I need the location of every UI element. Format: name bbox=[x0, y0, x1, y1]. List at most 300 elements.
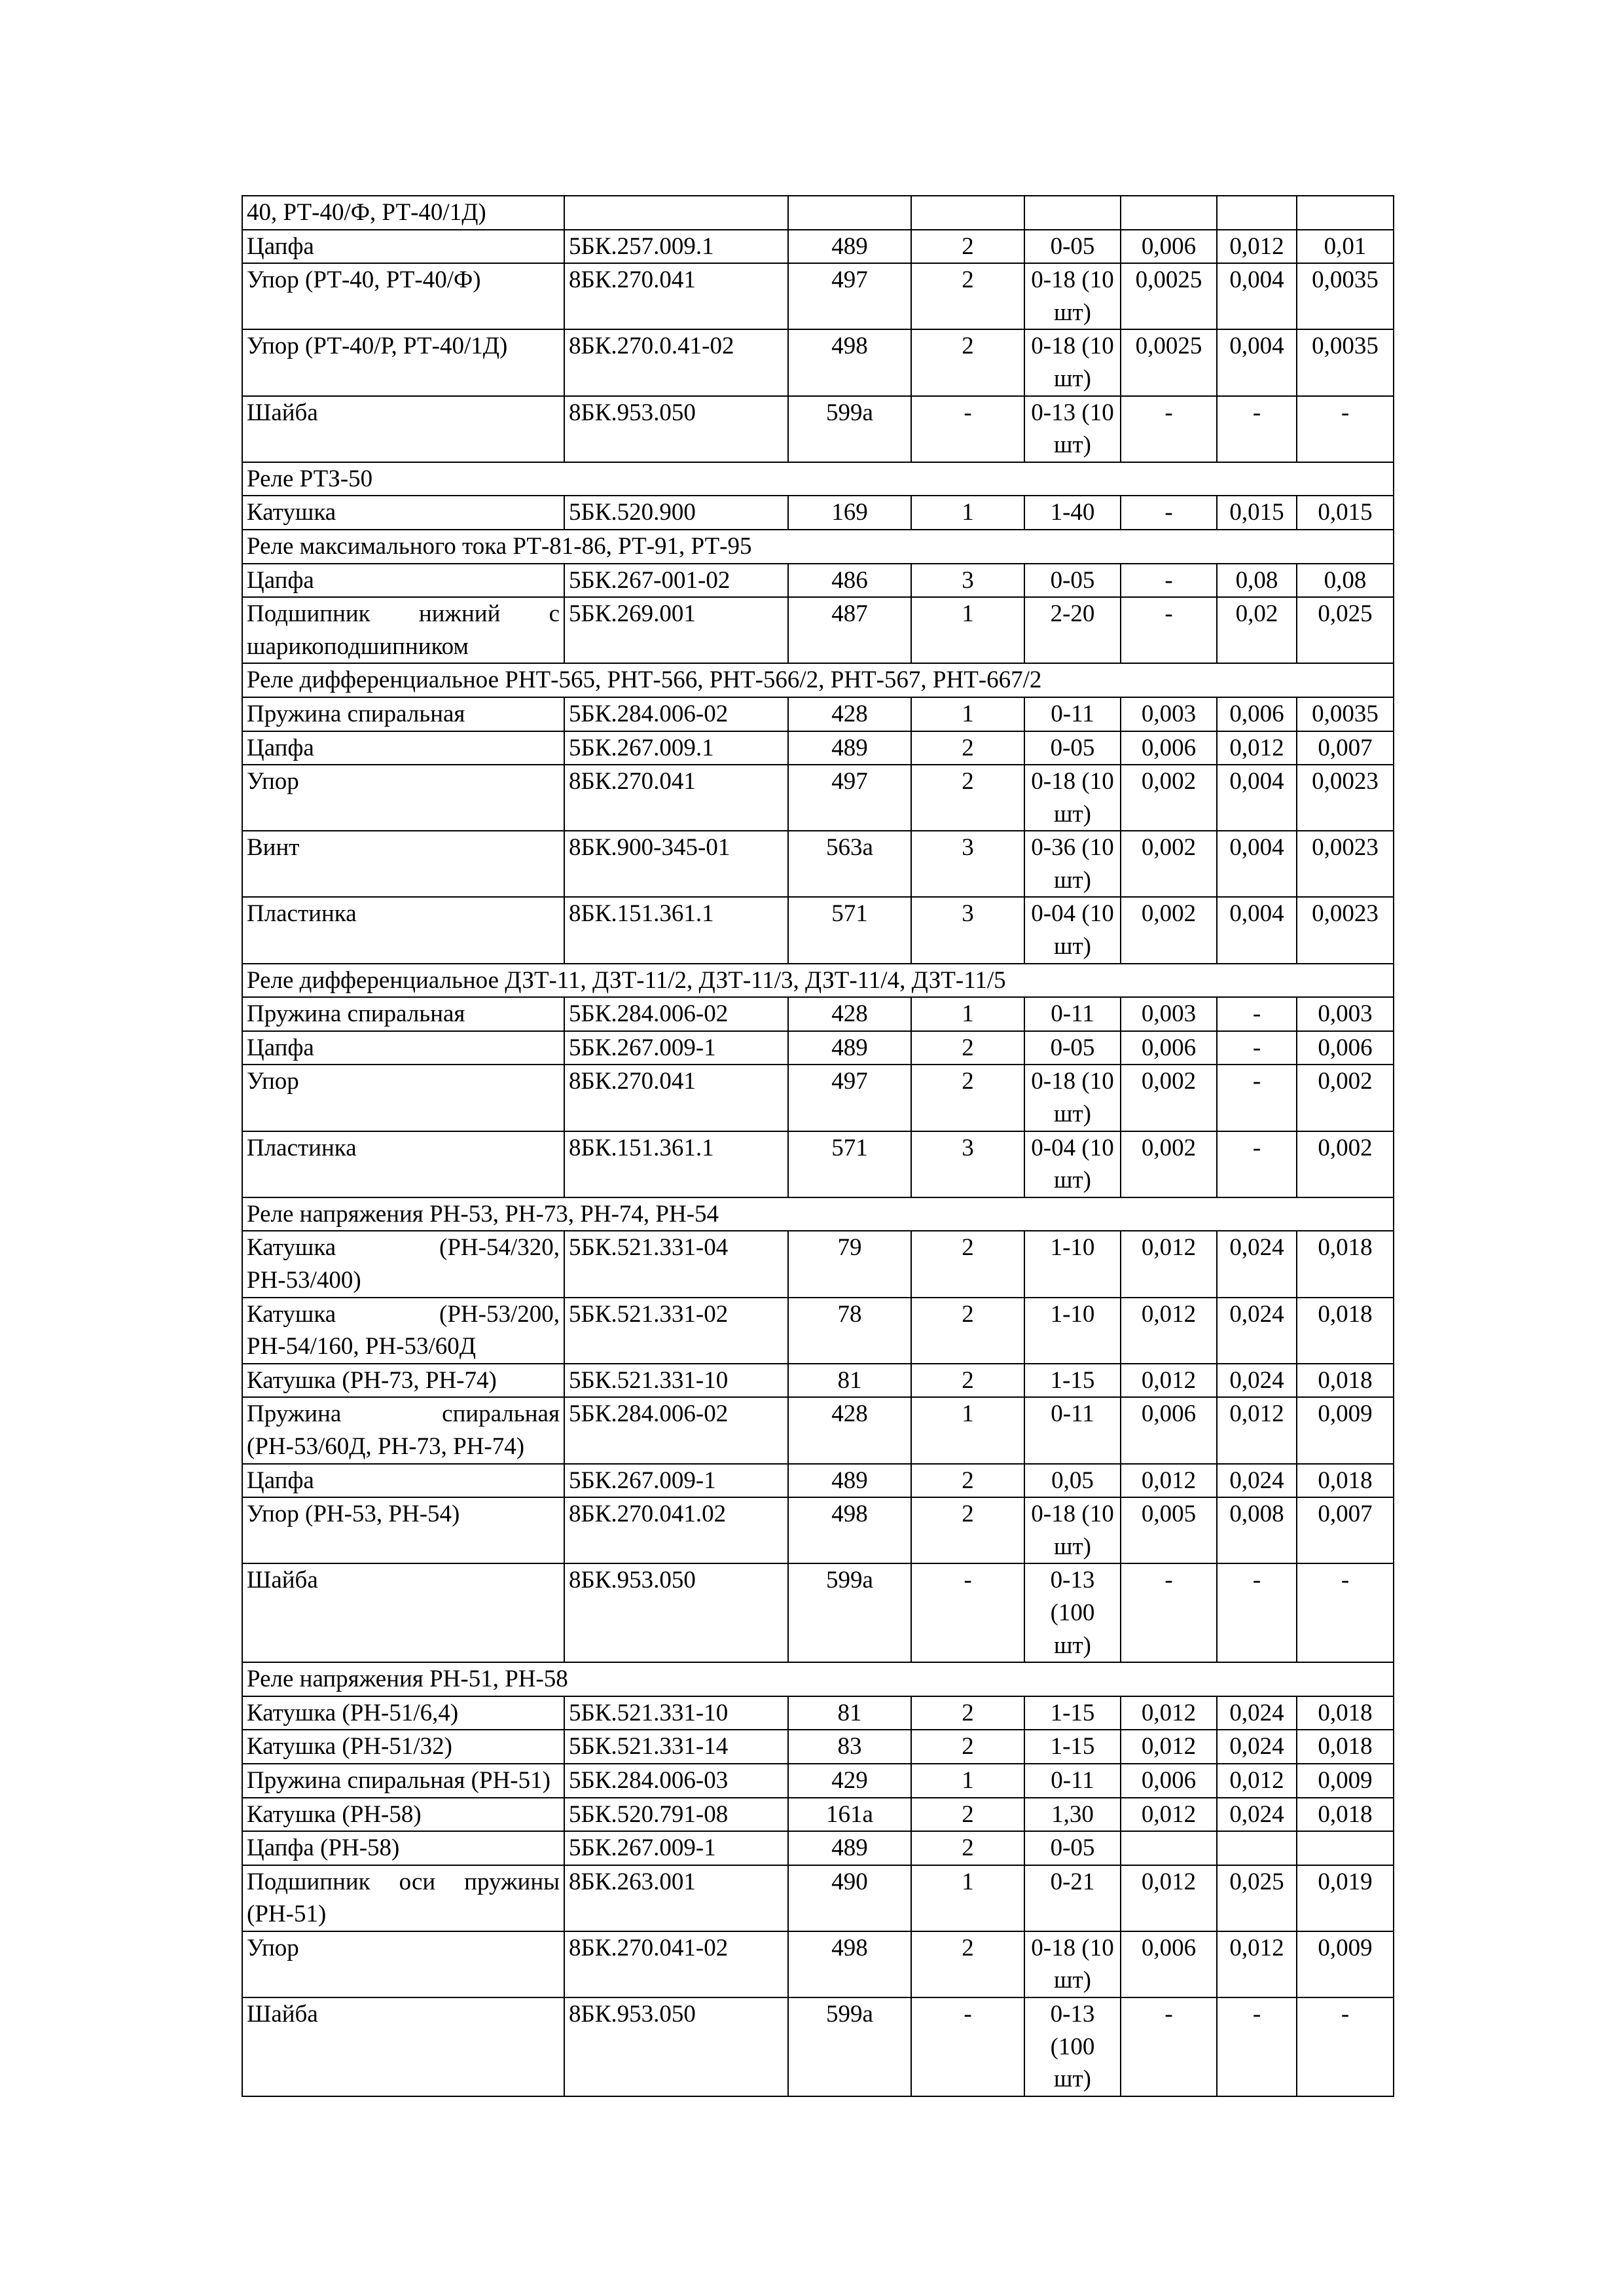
value-2-cell: 0,008 bbox=[1217, 1497, 1297, 1563]
value-2-cell: 0,012 bbox=[1217, 1931, 1297, 1997]
table-row bbox=[242, 1997, 1394, 2096]
value-1-cell: - bbox=[1121, 564, 1217, 598]
part-code-cell: 5БК.267-001-02 bbox=[564, 564, 788, 598]
value-3-cell: - bbox=[1297, 396, 1394, 462]
table-row bbox=[242, 564, 1394, 598]
quantity-cell: 3 bbox=[911, 564, 1024, 598]
part-name-cell: Катушка (РН-51/6,4) bbox=[242, 1696, 564, 1730]
table-row bbox=[242, 329, 1394, 395]
value-1-cell: 0,012 bbox=[1121, 1696, 1217, 1730]
value-1-cell: - bbox=[1121, 496, 1217, 530]
value-3-cell bbox=[1297, 196, 1394, 230]
part-code-cell: 8БК.151.361.1 bbox=[564, 897, 788, 963]
part-code-cell: 5БК.520.791-08 bbox=[564, 1798, 788, 1832]
norm-cell: 1-10 bbox=[1024, 1298, 1121, 1364]
value-3-cell: - bbox=[1297, 1563, 1394, 1662]
table-row bbox=[242, 997, 1394, 1031]
part-number-cell: 428 bbox=[788, 1397, 911, 1463]
value-3-cell: 0,01 bbox=[1297, 230, 1394, 264]
quantity-cell: 2 bbox=[911, 1730, 1024, 1764]
part-name-cell: Упор bbox=[242, 765, 564, 831]
value-1-cell: 0,012 bbox=[1121, 1798, 1217, 1832]
part-code-cell: 5БК.521.331-10 bbox=[564, 1364, 788, 1398]
part-code-cell: 5БК.284.006-02 bbox=[564, 997, 788, 1031]
value-2-cell: - bbox=[1217, 1131, 1297, 1197]
value-1-cell: 0,006 bbox=[1121, 1764, 1217, 1798]
norm-cell: 0-18 (10 шт) bbox=[1024, 1065, 1121, 1131]
value-2-cell: 0,024 bbox=[1217, 1298, 1297, 1364]
section-title: Реле дифференциальное ДЗТ-11, ДЗТ-11/2, ДЗТ-11/3, ДЗТ-11/4, ДЗТ-11/5 bbox=[242, 964, 1394, 998]
value-3-cell: 0,018 bbox=[1297, 1231, 1394, 1297]
quantity-cell: 2 bbox=[911, 765, 1024, 831]
section-title: Реле напряжения РН-53, РН-73, РН-74, РН-54 bbox=[242, 1197, 1394, 1231]
part-number-cell: 563а bbox=[788, 831, 911, 897]
quantity-cell: 2 bbox=[911, 1831, 1024, 1865]
norm-cell: 0-11 bbox=[1024, 997, 1121, 1031]
spare-parts-table bbox=[242, 195, 1394, 2097]
value-3-cell: - bbox=[1297, 1997, 1394, 2096]
section-row bbox=[242, 1197, 1394, 1231]
value-2-cell: 0,024 bbox=[1217, 1798, 1297, 1832]
table-row bbox=[242, 831, 1394, 897]
norm-cell: 0-36 (10 шт) bbox=[1024, 831, 1121, 897]
part-code-cell: 8БК.151.361.1 bbox=[564, 1131, 788, 1197]
value-2-cell: 0,012 bbox=[1217, 230, 1297, 264]
quantity-cell: 2 bbox=[911, 230, 1024, 264]
value-2-cell: 0,024 bbox=[1217, 1730, 1297, 1764]
quantity-cell: 2 bbox=[911, 1464, 1024, 1498]
part-code-cell: 5БК.284.006-02 bbox=[564, 1397, 788, 1463]
part-name-cell: Подшипник оси пружины (РН-51) bbox=[242, 1865, 564, 1931]
part-number-cell: 498 bbox=[788, 329, 911, 395]
section-row bbox=[242, 462, 1394, 496]
section-title: Реле максимального тока РТ-81-86, РТ-91, РТ-95 bbox=[242, 530, 1394, 564]
part-code-cell: 5БК.521.331-10 bbox=[564, 1696, 788, 1730]
part-code-cell: 5БК.267.009-1 bbox=[564, 1031, 788, 1065]
part-number-cell: 81 bbox=[788, 1364, 911, 1398]
value-3-cell: 0,0023 bbox=[1297, 831, 1394, 897]
value-2-cell: 0,006 bbox=[1217, 697, 1297, 731]
part-code-cell: 8БК.270.041 bbox=[564, 263, 788, 329]
part-number-cell: 81 bbox=[788, 1696, 911, 1730]
part-number-cell: 599а bbox=[788, 396, 911, 462]
value-2-cell: 0,004 bbox=[1217, 765, 1297, 831]
value-1-cell: 0,002 bbox=[1121, 831, 1217, 897]
norm-cell: 0-05 bbox=[1024, 230, 1121, 264]
value-2-cell: 0,024 bbox=[1217, 1231, 1297, 1297]
part-number-cell: 486 bbox=[788, 564, 911, 598]
part-name-cell: Упор (РТ-40/Р, РТ-40/1Д) bbox=[242, 329, 564, 395]
part-name-cell: Катушка (РН-53/200, РН-54/160, РН-53/60Д bbox=[242, 1298, 564, 1364]
value-3-cell: 0,018 bbox=[1297, 1464, 1394, 1498]
table-row bbox=[242, 1298, 1394, 1364]
value-3-cell: 0,0023 bbox=[1297, 897, 1394, 963]
value-2-cell: - bbox=[1217, 396, 1297, 462]
table-row bbox=[242, 1364, 1394, 1398]
part-code-cell: 5БК.520.900 bbox=[564, 496, 788, 530]
value-3-cell: 0,025 bbox=[1297, 597, 1394, 663]
table-row bbox=[242, 1231, 1394, 1297]
norm-cell: 0-11 bbox=[1024, 1397, 1121, 1463]
part-name-cell: Цапфа bbox=[242, 230, 564, 264]
value-1-cell: 0,0025 bbox=[1121, 329, 1217, 395]
norm-cell: 0-13 (100 шт) bbox=[1024, 1997, 1121, 2096]
value-1-cell: 0,002 bbox=[1121, 1131, 1217, 1197]
value-1-cell: 0,006 bbox=[1121, 1931, 1217, 1997]
norm-cell: 1-15 bbox=[1024, 1364, 1121, 1398]
part-name-cell: Пружина спиральная bbox=[242, 997, 564, 1031]
table-row bbox=[242, 1798, 1394, 1832]
quantity-cell: 2 bbox=[911, 329, 1024, 395]
part-number-cell: 497 bbox=[788, 765, 911, 831]
part-number-cell: 571 bbox=[788, 897, 911, 963]
part-name-cell: Цапфа bbox=[242, 731, 564, 765]
value-3-cell bbox=[1297, 1831, 1394, 1865]
value-2-cell: 0,004 bbox=[1217, 897, 1297, 963]
quantity-cell: 2 bbox=[911, 1497, 1024, 1563]
part-code-cell bbox=[564, 196, 788, 230]
value-3-cell: 0,018 bbox=[1297, 1696, 1394, 1730]
value-3-cell: 0,0035 bbox=[1297, 329, 1394, 395]
part-number-cell: 498 bbox=[788, 1931, 911, 1997]
part-code-cell: 8БК.953.050 bbox=[564, 396, 788, 462]
norm-cell: 0-04 (10 шт) bbox=[1024, 1131, 1121, 1197]
norm-cell: 1-40 bbox=[1024, 496, 1121, 530]
value-1-cell: - bbox=[1121, 1997, 1217, 2096]
part-name-cell: Пружина спиральная (РН-53/60Д, РН-73, РН-74) bbox=[242, 1397, 564, 1463]
section-title: Реле дифференциальное РНТ-565, РНТ-566, РНТ-566/2, РНТ-567, РНТ-667/2 bbox=[242, 663, 1394, 697]
value-3-cell: 0,0035 bbox=[1297, 263, 1394, 329]
table-row bbox=[242, 1696, 1394, 1730]
part-number-cell: 498 bbox=[788, 1497, 911, 1563]
norm-cell: 0-21 bbox=[1024, 1865, 1121, 1931]
part-name-cell: Пластинка bbox=[242, 1131, 564, 1197]
quantity-cell: 1 bbox=[911, 597, 1024, 663]
table-row bbox=[242, 731, 1394, 765]
part-code-cell: 5БК.521.331-02 bbox=[564, 1298, 788, 1364]
value-2-cell bbox=[1217, 1831, 1297, 1865]
part-name-cell: Пластинка bbox=[242, 897, 564, 963]
part-name-cell: Подшипник нижний с шарикоподшипником bbox=[242, 597, 564, 663]
quantity-cell: 2 bbox=[911, 731, 1024, 765]
part-code-cell: 5БК.269.001 bbox=[564, 597, 788, 663]
value-2-cell: 0,025 bbox=[1217, 1865, 1297, 1931]
value-1-cell: 0,012 bbox=[1121, 1364, 1217, 1398]
part-name-cell: Цапфа bbox=[242, 564, 564, 598]
value-3-cell: 0,015 bbox=[1297, 496, 1394, 530]
value-2-cell: - bbox=[1217, 1031, 1297, 1065]
quantity-cell: 1 bbox=[911, 1764, 1024, 1798]
value-2-cell: 0,012 bbox=[1217, 731, 1297, 765]
part-code-cell: 5БК.284.006-03 bbox=[564, 1764, 788, 1798]
value-1-cell: - bbox=[1121, 396, 1217, 462]
quantity-cell: 3 bbox=[911, 897, 1024, 963]
part-code-cell: 8БК.270.0.41-02 bbox=[564, 329, 788, 395]
quantity-cell: 1 bbox=[911, 697, 1024, 731]
part-name-cell: Пружина спиральная bbox=[242, 697, 564, 731]
value-2-cell: 0,024 bbox=[1217, 1464, 1297, 1498]
part-code-cell: 8БК.953.050 bbox=[564, 1997, 788, 2096]
value-2-cell: 0,012 bbox=[1217, 1764, 1297, 1798]
part-number-cell: 490 bbox=[788, 1865, 911, 1931]
part-number-cell: 489 bbox=[788, 230, 911, 264]
value-3-cell: 0,009 bbox=[1297, 1764, 1394, 1798]
part-number-cell: 428 bbox=[788, 697, 911, 731]
value-1-cell: 0,006 bbox=[1121, 230, 1217, 264]
part-code-cell: 8БК.270.041 bbox=[564, 1065, 788, 1131]
value-2-cell: 0,024 bbox=[1217, 1364, 1297, 1398]
value-3-cell: 0,018 bbox=[1297, 1364, 1394, 1398]
part-name-cell: Цапфа bbox=[242, 1464, 564, 1498]
part-number-cell: 83 bbox=[788, 1730, 911, 1764]
part-number-cell: 169 bbox=[788, 496, 911, 530]
part-number-cell: 599а bbox=[788, 1563, 911, 1662]
section-title: Реле напряжения РН-51, РН-58 bbox=[242, 1662, 1394, 1696]
part-code-cell: 8БК.270.041-02 bbox=[564, 1931, 788, 1997]
quantity-cell: - bbox=[911, 1563, 1024, 1662]
quantity-cell: 1 bbox=[911, 997, 1024, 1031]
quantity-cell: 2 bbox=[911, 1364, 1024, 1398]
part-name-cell: Катушка (РН-73, РН-74) bbox=[242, 1364, 564, 1398]
norm-cell: 1-10 bbox=[1024, 1231, 1121, 1297]
value-2-cell: 0,012 bbox=[1217, 1397, 1297, 1463]
part-name-cell: Винт bbox=[242, 831, 564, 897]
value-1-cell: 0,005 bbox=[1121, 1497, 1217, 1563]
value-1-cell: 0,012 bbox=[1121, 1865, 1217, 1931]
norm-cell: 0-18 (10 шт) bbox=[1024, 263, 1121, 329]
table-row bbox=[242, 1831, 1394, 1865]
norm-cell: 0-18 (10 шт) bbox=[1024, 1931, 1121, 1997]
value-1-cell: 0,012 bbox=[1121, 1464, 1217, 1498]
value-2-cell: 0,004 bbox=[1217, 263, 1297, 329]
section-row bbox=[242, 530, 1394, 564]
part-number-cell: 428 bbox=[788, 997, 911, 1031]
quantity-cell: 2 bbox=[911, 1298, 1024, 1364]
part-name-cell: 40, РТ-40/Ф, РТ-40/1Д) bbox=[242, 196, 564, 230]
table-row bbox=[242, 1764, 1394, 1798]
part-name-cell: Катушка (РН-54/320, РН-53/400) bbox=[242, 1231, 564, 1297]
norm-cell bbox=[1024, 196, 1121, 230]
norm-cell: 0-05 bbox=[1024, 1831, 1121, 1865]
value-1-cell: 0,003 bbox=[1121, 697, 1217, 731]
norm-cell: 0,05 bbox=[1024, 1464, 1121, 1498]
value-1-cell: 0,0025 bbox=[1121, 263, 1217, 329]
value-3-cell: 0,003 bbox=[1297, 997, 1394, 1031]
value-3-cell: 0,019 bbox=[1297, 1865, 1394, 1931]
part-code-cell: 5БК.257.009.1 bbox=[564, 230, 788, 264]
value-3-cell: 0,0023 bbox=[1297, 765, 1394, 831]
part-number-cell: 487 bbox=[788, 597, 911, 663]
part-code-cell: 5БК.521.331-04 bbox=[564, 1231, 788, 1297]
part-name-cell: Катушка (РН-51/32) bbox=[242, 1730, 564, 1764]
part-code-cell: 8БК.900-345-01 bbox=[564, 831, 788, 897]
table-row bbox=[242, 897, 1394, 963]
norm-cell: 0-04 (10 шт) bbox=[1024, 897, 1121, 963]
value-1-cell bbox=[1121, 196, 1217, 230]
section-row bbox=[242, 1662, 1394, 1696]
value-2-cell: - bbox=[1217, 1563, 1297, 1662]
value-2-cell: - bbox=[1217, 997, 1297, 1031]
norm-cell: 1,30 bbox=[1024, 1798, 1121, 1832]
value-1-cell: 0,006 bbox=[1121, 1397, 1217, 1463]
norm-cell: 2-20 bbox=[1024, 597, 1121, 663]
section-row bbox=[242, 964, 1394, 998]
part-name-cell: Упор bbox=[242, 1931, 564, 1997]
norm-cell: 0-18 (10 шт) bbox=[1024, 1497, 1121, 1563]
part-code-cell: 5БК.284.006-02 bbox=[564, 697, 788, 731]
quantity-cell: 2 bbox=[911, 1031, 1024, 1065]
table-row bbox=[242, 1131, 1394, 1197]
value-1-cell: 0,012 bbox=[1121, 1730, 1217, 1764]
value-2-cell: 0,004 bbox=[1217, 831, 1297, 897]
value-1-cell: 0,012 bbox=[1121, 1298, 1217, 1364]
value-3-cell: 0,009 bbox=[1297, 1931, 1394, 1997]
norm-cell: 0-18 (10 шт) bbox=[1024, 765, 1121, 831]
part-name-cell: Упор bbox=[242, 1065, 564, 1131]
value-2-cell: 0,024 bbox=[1217, 1696, 1297, 1730]
part-code-cell: 5БК.267.009.1 bbox=[564, 731, 788, 765]
part-code-cell: 8БК.953.050 bbox=[564, 1563, 788, 1662]
value-2-cell: 0,015 bbox=[1217, 496, 1297, 530]
table-row bbox=[242, 1065, 1394, 1131]
value-2-cell: 0,02 bbox=[1217, 597, 1297, 663]
part-code-cell: 5БК.521.331-14 bbox=[564, 1730, 788, 1764]
value-3-cell: 0,007 bbox=[1297, 1497, 1394, 1563]
part-code-cell: 5БК.267.009-1 bbox=[564, 1464, 788, 1498]
quantity-cell: - bbox=[911, 1997, 1024, 2096]
table-row bbox=[242, 1497, 1394, 1563]
value-3-cell: 0,018 bbox=[1297, 1298, 1394, 1364]
norm-cell: 1-15 bbox=[1024, 1730, 1121, 1764]
quantity-cell: 1 bbox=[911, 1865, 1024, 1931]
part-name-cell: Упор (РН-53, РН-54) bbox=[242, 1497, 564, 1563]
quantity-cell: 2 bbox=[911, 1798, 1024, 1832]
quantity-cell: - bbox=[911, 396, 1024, 462]
quantity-cell: 2 bbox=[911, 1696, 1024, 1730]
value-1-cell: 0,002 bbox=[1121, 1065, 1217, 1131]
value-1-cell bbox=[1121, 1831, 1217, 1865]
value-3-cell: 0,018 bbox=[1297, 1798, 1394, 1832]
value-1-cell: - bbox=[1121, 597, 1217, 663]
norm-cell: 0-05 bbox=[1024, 1031, 1121, 1065]
part-number-cell: 78 bbox=[788, 1298, 911, 1364]
part-number-cell: 497 bbox=[788, 263, 911, 329]
table-row bbox=[242, 1397, 1394, 1463]
quantity-cell: 1 bbox=[911, 1397, 1024, 1463]
value-3-cell: 0,009 bbox=[1297, 1397, 1394, 1463]
part-number-cell: 429 bbox=[788, 1764, 911, 1798]
table-row bbox=[242, 1563, 1394, 1662]
part-number-cell: 79 bbox=[788, 1231, 911, 1297]
part-code-cell: 8БК.270.041.02 bbox=[564, 1497, 788, 1563]
part-number-cell: 489 bbox=[788, 1031, 911, 1065]
part-name-cell: Цапфа bbox=[242, 1031, 564, 1065]
quantity-cell: 2 bbox=[911, 1231, 1024, 1297]
norm-cell: 1-15 bbox=[1024, 1696, 1121, 1730]
value-1-cell: 0,002 bbox=[1121, 765, 1217, 831]
value-1-cell: - bbox=[1121, 1563, 1217, 1662]
table-row bbox=[242, 396, 1394, 462]
norm-cell: 0-13 (100 шт) bbox=[1024, 1563, 1121, 1662]
part-name-cell: Упор (РТ-40, РТ-40/Ф) bbox=[242, 263, 564, 329]
value-1-cell: 0,006 bbox=[1121, 1031, 1217, 1065]
value-2-cell bbox=[1217, 196, 1297, 230]
value-3-cell: 0,007 bbox=[1297, 731, 1394, 765]
table-row bbox=[242, 1865, 1394, 1931]
part-code-cell: 8БК.270.041 bbox=[564, 765, 788, 831]
table-body bbox=[242, 196, 1394, 2096]
part-number-cell: 497 bbox=[788, 1065, 911, 1131]
value-3-cell: 0,0035 bbox=[1297, 697, 1394, 731]
part-code-cell: 5БК.267.009-1 bbox=[564, 1831, 788, 1865]
norm-cell: 0-13 (10 шт) bbox=[1024, 396, 1121, 462]
value-2-cell: 0,004 bbox=[1217, 329, 1297, 395]
part-name-cell: Цапфа (РН-58) bbox=[242, 1831, 564, 1865]
part-name-cell: Шайба bbox=[242, 1563, 564, 1662]
part-name-cell: Пружина спиральная (РН-51) bbox=[242, 1764, 564, 1798]
value-3-cell: 0,018 bbox=[1297, 1730, 1394, 1764]
part-name-cell: Катушка (РН-58) bbox=[242, 1798, 564, 1832]
part-number-cell: 489 bbox=[788, 731, 911, 765]
table-row bbox=[242, 597, 1394, 663]
value-2-cell: - bbox=[1217, 1065, 1297, 1131]
part-number-cell: 571 bbox=[788, 1131, 911, 1197]
value-2-cell: - bbox=[1217, 1997, 1297, 2096]
section-row bbox=[242, 663, 1394, 697]
norm-cell: 0-11 bbox=[1024, 1764, 1121, 1798]
quantity-cell: 2 bbox=[911, 1931, 1024, 1997]
quantity-cell bbox=[911, 196, 1024, 230]
part-number-cell: 489 bbox=[788, 1831, 911, 1865]
part-number-cell: 599а bbox=[788, 1997, 911, 2096]
norm-cell: 0-18 (10 шт) bbox=[1024, 329, 1121, 395]
value-1-cell: 0,006 bbox=[1121, 731, 1217, 765]
norm-cell: 0-05 bbox=[1024, 564, 1121, 598]
value-2-cell: 0,08 bbox=[1217, 564, 1297, 598]
table-row bbox=[242, 1730, 1394, 1764]
part-number-cell: 489 bbox=[788, 1464, 911, 1498]
part-number-cell bbox=[788, 196, 911, 230]
table-row bbox=[242, 697, 1394, 731]
quantity-cell: 3 bbox=[911, 831, 1024, 897]
value-3-cell: 0,002 bbox=[1297, 1131, 1394, 1197]
table-row bbox=[242, 263, 1394, 329]
table-row bbox=[242, 765, 1394, 831]
table-row bbox=[242, 1031, 1394, 1065]
quantity-cell: 3 bbox=[911, 1131, 1024, 1197]
table-row bbox=[242, 230, 1394, 264]
quantity-cell: 2 bbox=[911, 1065, 1024, 1131]
quantity-cell: 2 bbox=[911, 263, 1024, 329]
table-row bbox=[242, 196, 1394, 230]
quantity-cell: 1 bbox=[911, 496, 1024, 530]
value-1-cell: 0,012 bbox=[1121, 1231, 1217, 1297]
value-3-cell: 0,002 bbox=[1297, 1065, 1394, 1131]
part-name-cell: Катушка bbox=[242, 496, 564, 530]
value-1-cell: 0,003 bbox=[1121, 997, 1217, 1031]
norm-cell: 0-11 bbox=[1024, 697, 1121, 731]
value-3-cell: 0,08 bbox=[1297, 564, 1394, 598]
part-number-cell: 161а bbox=[788, 1798, 911, 1832]
table-row bbox=[242, 496, 1394, 530]
table-row bbox=[242, 1464, 1394, 1498]
part-code-cell: 8БК.263.001 bbox=[564, 1865, 788, 1931]
part-name-cell: Шайба bbox=[242, 1997, 564, 2096]
norm-cell: 0-05 bbox=[1024, 731, 1121, 765]
section-title: Реле РТЗ-50 bbox=[242, 462, 1394, 496]
table-row bbox=[242, 1931, 1394, 1997]
value-1-cell: 0,002 bbox=[1121, 897, 1217, 963]
